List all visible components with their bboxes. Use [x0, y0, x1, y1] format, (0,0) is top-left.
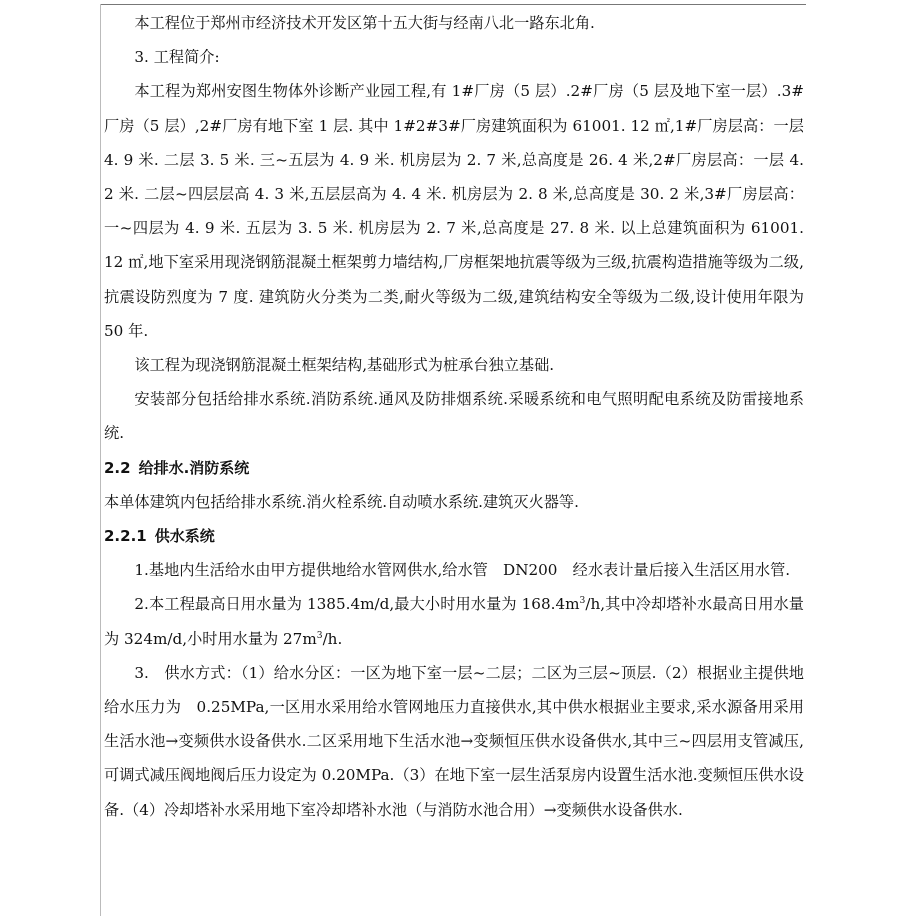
section-number: 2.2.1 — [104, 527, 147, 546]
paragraph-installation: 安装部分包括给排水系统.消防系统.通风及防排烟系统.采暖系统和电气照明配电系统及防雷接地系统. — [104, 390, 804, 443]
paragraph-water-source: 1.基地内生活给水由甲方提供地给水管网供水,给水管 DN200 经水表计量后接入生活区用水管. — [134, 561, 791, 580]
paragraph-water-usage — [104, 587, 804, 655]
superscript: 3 — [316, 630, 323, 641]
page-top-rule — [100, 4, 806, 5]
paragraph-supply-method: 3. 供水方式：（1）给水分区：一区为地下室一层~二层；二区为三层~顶层.（2）根据业主提供地给水压力为 0.25MPa,一区用水采用给水管网地压力直接供水,其中供水根据业主要求,采水源备用采用生活水池→变频供水设备供水.二区采用地下生活水池→变频恒压供水设备供水,其中三~四层用支管减压,可调式减压阀地阀后压力设定为 0.20MPa.（3）在地下室一层生活泵房内设置生活水池.变频恒压供水设备.（4）冷却塔补水采用地下室冷却塔补水池（与消防水池合用）→变频供水设备供水. — [104, 663, 804, 819]
paragraph-systems-list: 本单体建筑内包括给排水系统.消火栓系统.自动喷水系统.建筑灭火器等. — [104, 492, 579, 511]
paragraph-structure: 该工程为现浇钢筋混凝土框架结构,基础形式为桩承台独立基础. — [134, 356, 555, 375]
section-heading-2-2 — [104, 451, 804, 485]
section-title: 供水系统 — [154, 527, 215, 546]
section-heading-2-2-1 — [104, 519, 804, 553]
paragraph-project-overview: 本工程为郑州安图生物体外诊断产业园工程,有 1#厂房（5 层）.2#厂房（5 层及地下室一层）.3#厂房（5 层）,2#厂房有地下室 1 层. 其中 1#2#3#厂房建筑面积为 61001. 12 ㎡,1#厂房层高：一层 4. 9 米. 二层 3. 5 米. 三~五层为 4. 9 米. 机房层为 2. 7 米,总高度是 26. 4 米,2#厂房层高：一层 4. 2 米. 二层~四层层高 4. 3 米,五层层高为 4. 4 米. 机房层为 2. 8 米,总高度是 30. 2 米,3#厂房层高：一~四层为 4. 9 米. 五层为 3. 5 米. 机房层为 2. 7 米,总高度是 27. 8 米. 以上总建筑面积为 61001. 12 ㎡,地下室采用现浇钢筋混凝土框架剪力墙结构,厂房框架地抗震等级为三级,抗震构造措施等级为二级,抗震设防烈度为 7 度. 建筑防火分类为二类,耐火等级为二级,建筑结构安全等级为二级,设计使用年限为 50 年. — [104, 82, 804, 340]
page-left-border — [100, 4, 101, 916]
text-run: /h,其中冷却塔补水最高日用水量为 324m/d,小时用水量为 27m — [104, 595, 804, 648]
section-title: 给排水.消防系统 — [138, 458, 250, 477]
paragraph-location: 本工程位于郑州市经济技术开发区第十五大街与经南八北一路东北角. — [134, 14, 595, 32]
document-body — [104, 6, 804, 827]
section-number: 2.2 — [104, 458, 131, 477]
paragraph-section-3-title: 3. 工程简介: — [134, 48, 220, 67]
superscript: 3 — [579, 596, 586, 607]
text-run: 2.本工程最高日用水量为 1385.4m/d,最大小时用水量为 168.4m — [134, 595, 580, 614]
text-run: /h. — [322, 629, 343, 648]
